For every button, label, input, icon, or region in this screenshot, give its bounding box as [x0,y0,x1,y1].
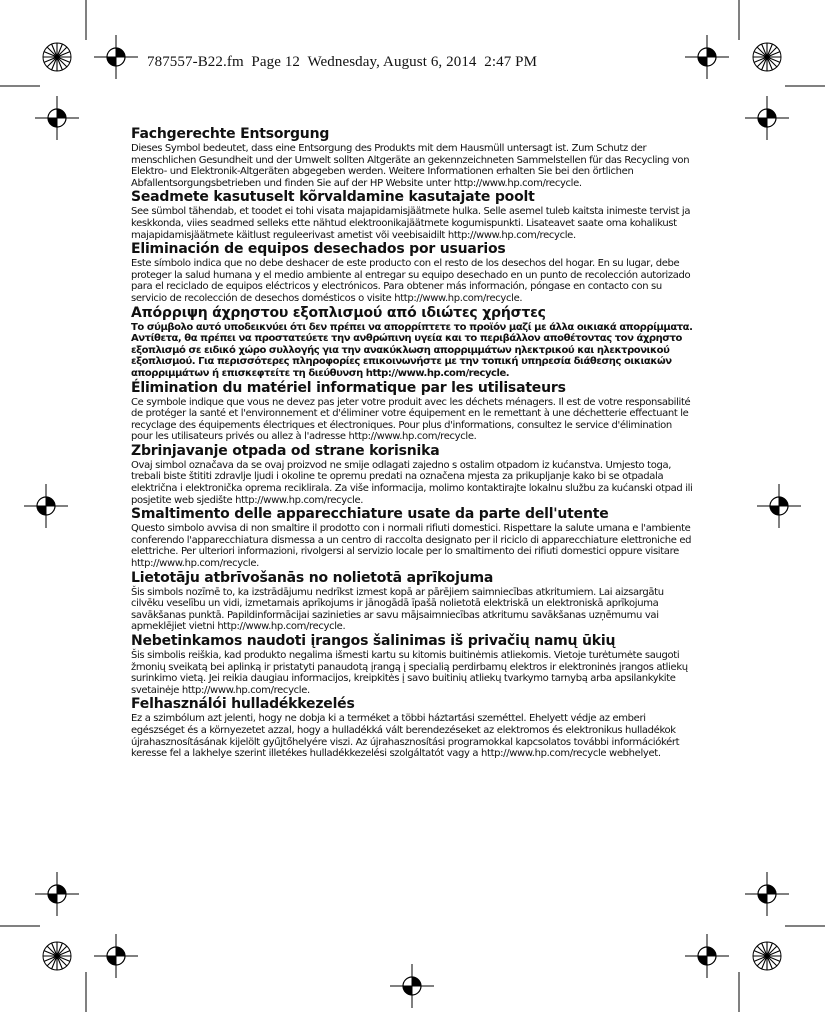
registration-mark-bottom-right [685,934,729,978]
section-lt [131,633,696,696]
section-hr [131,443,696,506]
registration-mark-bottom-center [390,964,434,1008]
body-fr: Ce symbole indique que vous ne devez pas jeter votre produit avec les déchets ménagers. Il est de votre responsabilité de protéger la santé et l'environnement et d'éliminer votre équipement en le remettant à une déchetterie effectuant le recyclage des équipements électriques et électroniques. Pour plus d'informations, consultez le service d'élimination pour les utilisateurs privés ou allez à l'adresse http://www.hp.com/recycle. [131,396,691,443]
section-et [131,189,696,241]
heading-fr: Élimination du matériel informatique par les utilisateurs [131,379,566,396]
section-hu [131,696,696,759]
body-hu: Ez a szimbólum azt jelenti, hogy ne dobja ki a terméket a többi háztartási szeméttel. Ehelyett védje az emberi egészséget és a környezetet azzal, hogy a hulladékká vált berendezéseket az elektromos és elektronikus hulladékok újrahasznosításának kijelölt gyűjtőhelyére viszi. Az újrahasznosítási programokkal kapcsolatos további információkért keresse fel a lakhelye szerint illetékes hulladékkezelési szolgáltatót vagy a http://www.hp.com/recycle webhelyet. [131,713,680,760]
heading-es: Eliminación de equipos desechados por usuarios [131,241,506,258]
registration-mark-left-lower [35,872,79,916]
body-el: Το σύμβολο αυτό υποδεικνύει ότι δεν πρέπει να απορρίπτετε το προϊόν μαζί με άλλα οικιακά απορρίμματα. Αντίθετα, θα πρέπει να προστατεύετε την ανθρώπινη υγεία και το περιβάλλον αποθέτοντας τον άχρηστο εξοπλισμό σε ειδικό χώρο συλλογής για την ανακύκλωση απορριμμάτων ηλεκτρικού και ηλεκτρονικού εξοπλισμού. Για περισσότερες πληροφορίες επικοινωνήστε με την τοπική υπηρεσία διάθεσης οικιακών απορριμμάτων ή επισκεφτείτε τη διεύθυνση http://www.hp.com/recycle. [131,321,693,379]
slug-page: Page 12 [251,54,301,70]
section-lv [131,570,696,633]
heading-el: Απόρριψη άχρηστου εξοπλισμού από ιδιώτες χρήστες [131,304,546,321]
section-fr [131,380,696,443]
body-lt: Šis simbolis reiškia, kad produkto negalima išmesti kartu su kitomis buitinėmis atliekomis. Vietoje turėtumėte saugoti žmonių sveikatą bei aplinką ir pristatyti panaudotą įrangą į specialią perdirbamų elektros ir elektroninės įrangos atliekų surinkimo vietą. Jei reikia daugiau informacijos, kreipkitės į savo buitinių atliekų tvarkymo tarnybą arba apsilankykite svetainėje http://www.hp.com/recycle. [131,650,688,696]
registration-mark-left-upper [35,96,79,140]
section-el [131,305,696,380]
body-hr: Ovaj simbol označava da se ovaj proizvod ne smije odlagati zajedno s ostalim otpadom iz kućanstva. Umjesto toga, trebali biste štititi zdravlje ljudi i okoline te opremu predati na označena mjesta za prikupljanje kako bi se otpadala električna i elektronička oprema reciklirala. Za više informacija, molimo kontaktirajte lokalnu službu za kućanski otpad ili posjetite web sjedište http://www.hp.com/recycle. [131,459,693,506]
heading-lt: Nebetinkamos naudoti įrangos šalinimas iš privačių namų ūkių [131,633,616,649]
body-de: Dieses Symbol bedeutet, dass eine Entsorgung des Produkts mit dem Hausmüll untersagt ist. Zum Schutz der menschlichen Gesundheit und der Umwelt sollten Altgeräte an gekennzeichneten Sammelstellen für das Recycling von Elektro- und Elektronik-Altgeräten abgegeben werden. Weitere Informationen erhalten Sie bei den örtlichen Abfallentsorgungsbetrieben und finden Sie auf der HP Website unter http://www.hp.com/recycle. [131,143,690,189]
slug-time: 2:47 PM [484,54,538,70]
star-target-top-right [753,43,781,71]
section-es [131,241,696,304]
recycling-notices [131,126,696,760]
section-it [131,506,696,569]
registration-mark-right-lower [745,872,789,916]
registration-mark-right-middle [757,484,801,528]
star-target-top-left [43,43,71,71]
heading-hr: Zbrinjavanje otpada od strane korisnika [131,442,440,459]
heading-de: Fachgerechte Entsorgung [131,126,330,142]
slug-date: Wednesday, August 6, 2014 [307,54,477,70]
slug-file: 787557-B22.fm [147,54,244,70]
star-target-bottom-left [43,942,71,970]
heading-it: Smaltimento delle apparecchiature usate da parte dell'utente [131,506,609,523]
registration-mark-bottom-left [94,934,138,978]
registration-mark-top-right [685,35,729,79]
body-es: Este símbolo indica que no debe deshacer de este producto con el resto de los desechos del hogar. En su lugar, debe proteger la salud humana y el medio ambiente al entregar su equipo desechado en un punto de recolección autorizado para el reciclado de equipos eléctricos y electrónicos. Para obtener más información, póngase en contacto con su servicio de recolección de desechos domésticos o visite http://www.hp.com/recycle. [131,258,691,304]
body-it: Questo simbolo avvisa di non smaltire il prodotto con i normali rifiuti domestici. Rispettare la salute umana e l'ambiente conferendo l'apparecchiatura dismessa a un centro di raccolta designato per il riciclo di apparecchiature elettroniche ed elettriche. Per ulteriori informazioni, rivolgersi al servizio locale per lo smaltimento dei rifiuti domestici oppure visitare http://www.hp.com/recycle. [131,523,692,570]
section-de [131,126,696,189]
registration-mark-left-middle [24,484,68,528]
body-et: See sümbol tähendab, et toodet ei tohi visata majapidamisjäätmete hulka. Selle asemel tuleb kaitsta inimeste tervist ja keskkonda, viies seadmed selleks ette nähtud elektroonikajäätmete kogumispunkti. Lisateavet saate oma kohalikust majapidamisjäätmete käitlust reguleerivast ametist või veebisaidilt http://www.hp.com/recycle. [131,206,691,241]
heading-lv: Lietotāju atbrīvošanās no nolietotā aprīkojuma [131,569,494,586]
registration-mark-top-left [94,35,138,79]
body-lv: Šis simbols nozīmē to, ka izstrādājumu nedrīkst izmest kopā ar pārējiem saimniecības atkritumiem. Lai aizsargātu cilvēku veselību un vidi, izmetamais aprīkojums ir jānogādā īpašā nolietotā elektriskā un elektroniskā aprīkojuma savākšanas punktā. Papildinformācijai sazinieties ar savu mājsaimniecības atkritumu savākšanas uzņēmumu vai apmeklējiet vietni http://www.hp.com/recycle. [131,586,664,633]
heading-hu: Felhasználói hulladékkezelés [131,696,355,713]
registration-mark-right-upper [745,96,789,140]
star-target-bottom-right [753,942,781,970]
heading-et: Seadmete kasutuselt kõrvaldamine kasutajate poolt [131,189,535,206]
